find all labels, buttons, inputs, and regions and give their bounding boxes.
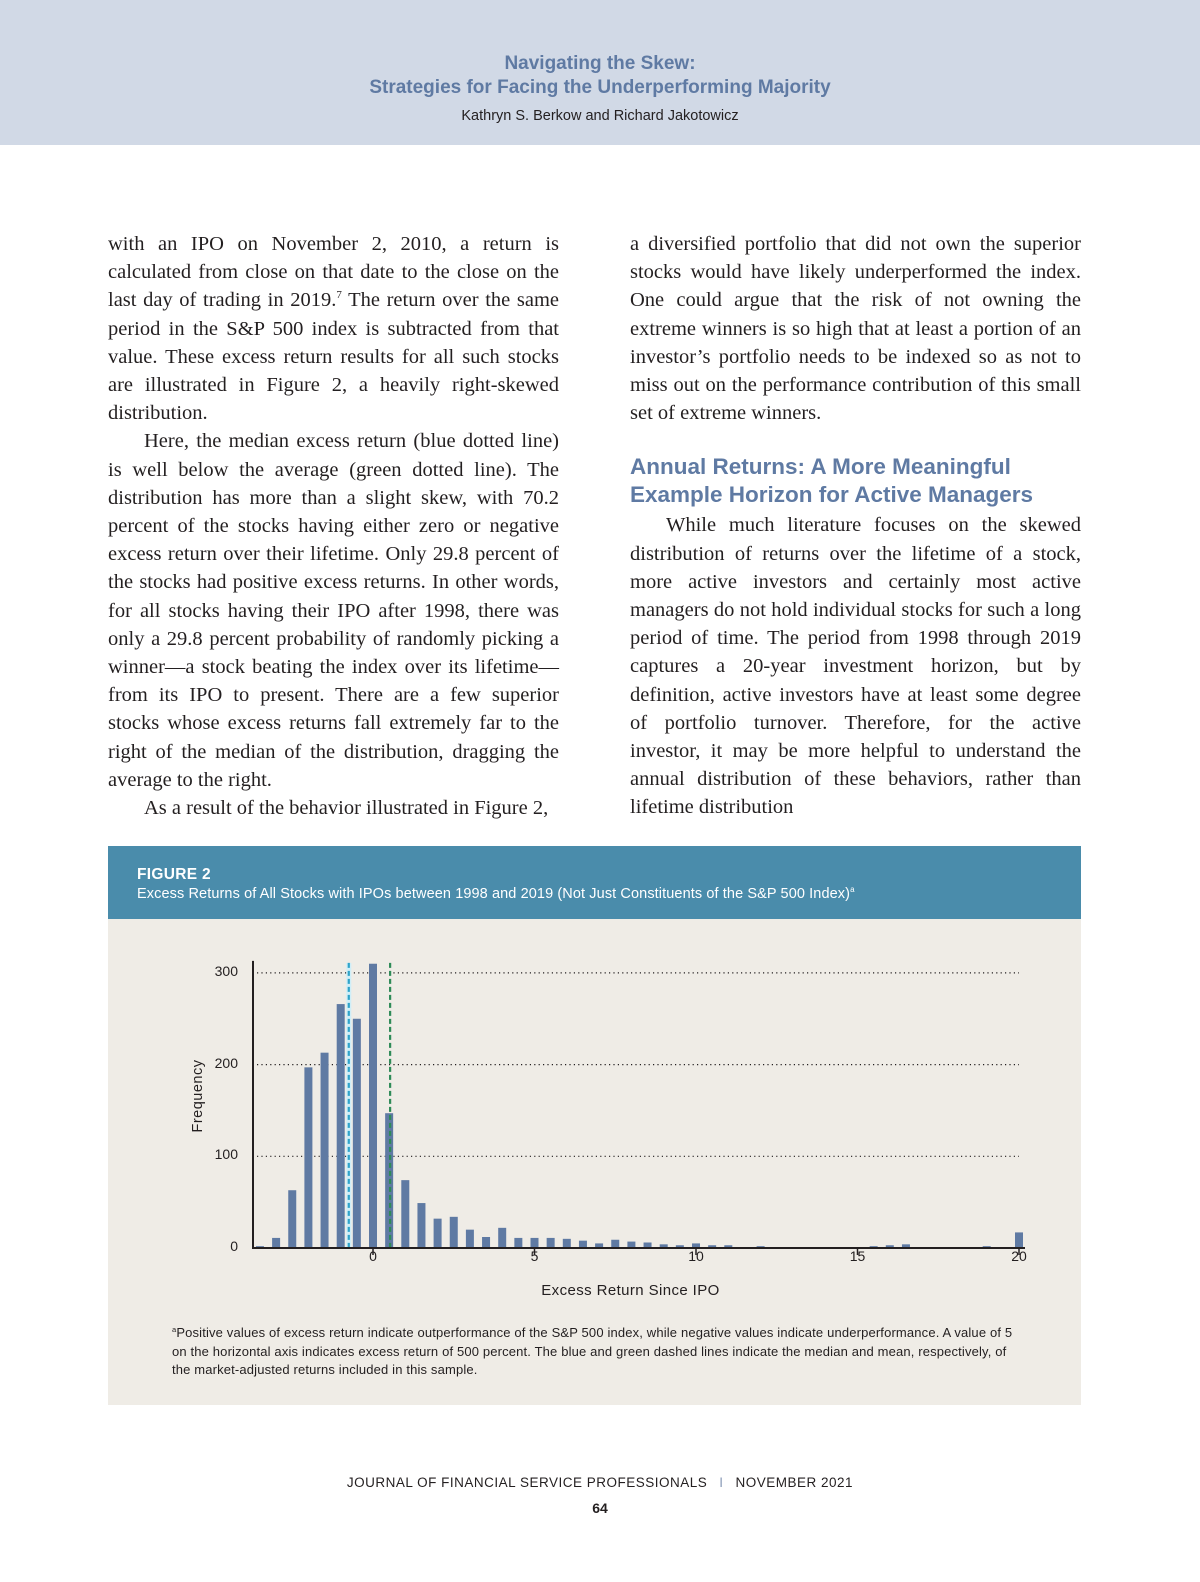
article-title-line-1: Navigating the Skew: — [504, 53, 696, 74]
histogram-chart — [108, 846, 1081, 1405]
x-tick-label: 0 — [369, 1248, 377, 1264]
section-heading: Annual Returns: A More Meaningful Example Horizon for Active Managers — [630, 454, 1034, 508]
paragraph: As a result of the behavior illustrated in Figure 2, — [144, 797, 549, 820]
histogram-bar — [579, 1241, 587, 1248]
paragraph: a diversified portfolio that did not own the superior stocks would have likely underperformed the index. One could argue that the risk of not owning the extreme winners is so high that at least a portion of an investor’s portfolio needs to be indexed so as not to miss out on the performance contribution of this small set of extreme winners. — [630, 233, 1081, 425]
x-axis-title: Excess Return Since IPO — [541, 1282, 720, 1299]
page-number: 64 — [592, 1500, 608, 1516]
histogram-bar — [450, 1217, 458, 1248]
issue-date: NOVEMBER 2021 — [735, 1475, 854, 1490]
histogram-bar — [353, 1019, 361, 1248]
y-tick-label: 100 — [214, 1146, 238, 1163]
figure-2 — [108, 846, 1081, 1405]
histogram-bar — [1015, 1232, 1023, 1248]
article-authors: Kathryn S. Berkow and Richard Jakotowicz — [461, 108, 739, 124]
x-tick-label: 10 — [688, 1248, 704, 1264]
histogram-bar — [514, 1238, 522, 1248]
figure-label: FIGURE 2 — [137, 866, 211, 883]
y-tick-label: 0 — [230, 1238, 238, 1254]
footnote-reference[interactable]: 7 — [336, 289, 342, 302]
x-tick-label: 20 — [1011, 1248, 1027, 1264]
article-title-line-2: Strategies for Facing the Underperforming Majority — [369, 77, 831, 98]
paragraph-text: The return over the same period in the S&P 500 index is subtracted from that value. These excess return results for all such stocks are illustrated in Figure 2, a heavily right-skewed distribution. — [108, 289, 560, 425]
journal-name: JOURNAL OF FINANCIAL SERVICE PROFESSIONALS — [346, 1475, 708, 1490]
histogram-bar — [272, 1238, 280, 1248]
figure-caption-text: Excess Returns of All Stocks with IPOs between 1998 and 2019 (Not Just Constituents of the S&P 500 Index) — [137, 886, 851, 902]
page-footer — [0, 1475, 1200, 1490]
histogram-bar — [337, 1004, 345, 1248]
x-tick-label: 5 — [530, 1248, 539, 1264]
x-tick-label: 15 — [849, 1248, 866, 1264]
paragraph-text: with an IPO on November 2, 2010, a return is calculated from close on that date to the close on the last day of trading in 2019. — [108, 233, 559, 312]
y-axis-title: Frequency — [190, 1059, 206, 1133]
histogram-bar — [401, 1180, 409, 1248]
footnote-text: Positive values of excess return indicate outperformance of the S&P 500 index, while negative values indicate underperformance. A value of 5 on the horizontal axis indicates excess return of 500 percent. The blue and green dashed lines indicate the median and mean, respectively, of the market-adjusted returns included in this sample. — [172, 1325, 1013, 1377]
histogram-bar — [321, 1053, 329, 1248]
left-text-column — [108, 230, 559, 822]
right-text-column — [630, 230, 1081, 822]
footnote-marker: a — [850, 885, 855, 894]
histogram-bar — [304, 1067, 312, 1248]
article-title — [0, 52, 1200, 100]
y-tick-label: 300 — [214, 962, 238, 979]
y-tick-label: 200 — [214, 1054, 238, 1071]
paragraph: While much literature focuses on the skewed distribution of returns over the lifetime of a stock, more active investors and certainly most active managers do not hold individual stocks for such a long period of time. The period from 1998 through 2019 captures a 20-year investment horizon, but by definition, active investors have at least some degree of portfolio turnover. Therefore, for the active investor, it may be more helpful to understand the annual distribution of these behaviors, rather than lifetime distribution — [630, 514, 1081, 819]
footer-separator: I — [719, 1475, 724, 1490]
paragraph — [108, 230, 559, 427]
histogram-bar — [434, 1219, 442, 1248]
figure-footnote — [172, 1324, 1022, 1380]
histogram-bar — [563, 1239, 571, 1248]
histogram-bar — [466, 1230, 474, 1248]
histogram-bar — [547, 1238, 555, 1248]
histogram-bar — [417, 1203, 425, 1248]
histogram-bar — [369, 964, 377, 1248]
histogram-bar — [531, 1238, 539, 1248]
running-header — [0, 0, 1200, 145]
histogram-bar — [288, 1190, 296, 1248]
chart-plot-area — [108, 846, 1081, 1405]
paragraph: Here, the median excess return (blue dotted line) is well below the average (green dotted line). The distribution has more than a slight skew, with 70.2 percent of the stocks having either zero or negative excess return over their lifetime. Only 29.8 percent of the stocks had positive excess returns. In other words, for all stocks having their IPO after 1998, there was only a 29.8 percent probability of randomly picking a winner—a stock beating the index over its lifetime—from its IPO to present. There are a few superior stocks whose excess returns fall extremely far to the right of the median of the distribution, dragging the average to the right. — [108, 430, 559, 791]
histogram-bar — [498, 1228, 506, 1248]
histogram-bar — [611, 1240, 619, 1248]
footnote-marker: a — [172, 1325, 177, 1334]
histogram-bar — [482, 1237, 490, 1248]
